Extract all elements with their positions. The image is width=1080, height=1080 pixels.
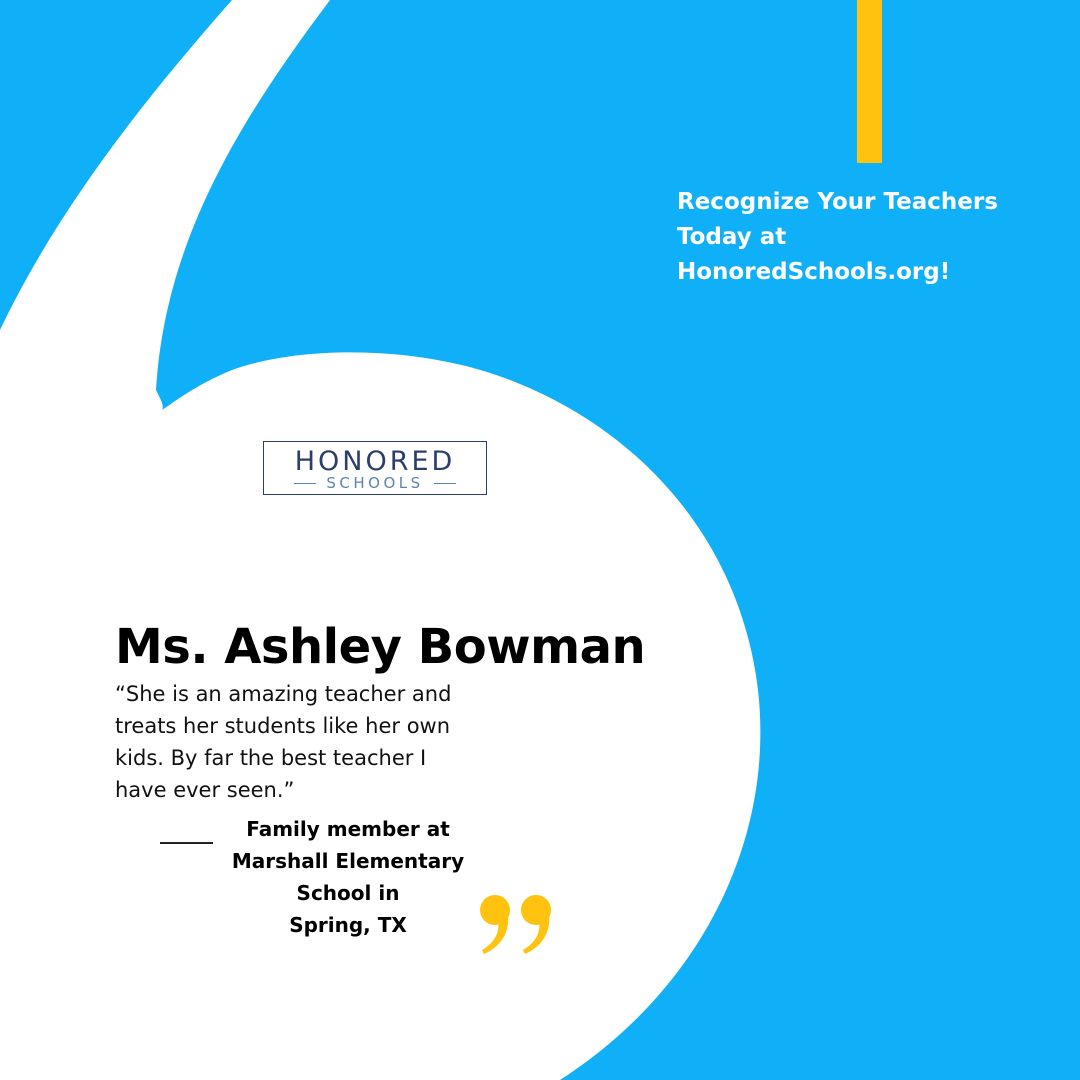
closing-quote-icon	[478, 893, 558, 955]
logo-wordmark: HONORED	[294, 446, 456, 477]
accent-bar	[857, 0, 882, 163]
attribution-dash	[160, 842, 213, 844]
quote-line: kids. By far the best teacher I	[115, 746, 427, 770]
attribution	[210, 813, 486, 941]
quote-line: “She is an amazing teacher and	[115, 682, 452, 706]
attribution-line: Spring, TX	[289, 913, 407, 937]
cta-line: Recognize Your Teachers	[677, 189, 998, 215]
cta-line: HonoredSchools.org!	[677, 259, 951, 285]
quote-line: have ever seen.”	[115, 778, 295, 802]
teacher-name: Ms. Ashley Bowman	[115, 619, 646, 675]
logo-rule-right	[434, 483, 456, 484]
attribution-line: Marshall Elementary	[231, 849, 465, 873]
logo-subtitle: SCHOOLS	[326, 474, 424, 492]
call-to-action	[677, 185, 1057, 290]
quote-line: treats her students like her own	[115, 714, 451, 738]
honored-schools-logo	[263, 441, 487, 495]
cta-line: Today at	[677, 224, 787, 250]
attribution-line: Family member at	[246, 817, 450, 841]
attribution-line: School in	[296, 881, 400, 905]
testimonial-quote	[115, 678, 515, 806]
